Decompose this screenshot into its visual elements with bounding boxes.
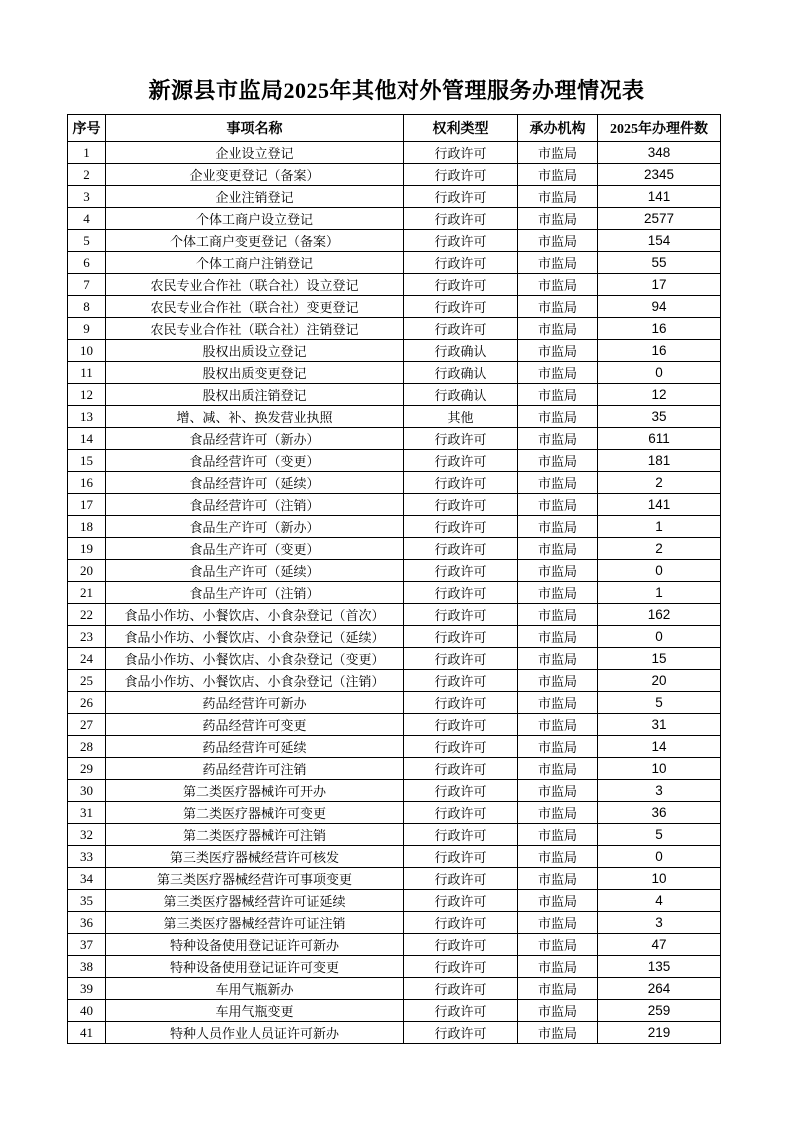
cell-right-type: 行政许可: [404, 208, 518, 230]
cell-count: 181: [598, 450, 721, 472]
table-row: [68, 956, 721, 978]
cell-serial: 21: [68, 582, 106, 604]
cell-right-type: 行政确认: [404, 384, 518, 406]
table-row: [68, 538, 721, 560]
header-right-type: 权利类型: [404, 115, 518, 142]
table-row: [68, 604, 721, 626]
cell-right-type: 行政许可: [404, 450, 518, 472]
table-row: [68, 780, 721, 802]
table-row: [68, 758, 721, 780]
cell-count: 0: [598, 362, 721, 384]
cell-right-type: 行政许可: [404, 648, 518, 670]
cell-agency: 市监局: [518, 164, 598, 186]
table-row: [68, 164, 721, 186]
cell-item-name: 第三类医疗器械经营许可核发: [106, 846, 404, 868]
cell-serial: 13: [68, 406, 106, 428]
table-row: [68, 516, 721, 538]
cell-count: 10: [598, 868, 721, 890]
cell-item-name: 特种人员作业人员证许可新办: [106, 1022, 404, 1044]
cell-serial: 10: [68, 340, 106, 362]
cell-item-name: 食品经营许可（变更）: [106, 450, 404, 472]
cell-serial: 32: [68, 824, 106, 846]
table-row: [68, 318, 721, 340]
table-row: [68, 186, 721, 208]
cell-count: 141: [598, 494, 721, 516]
table-row: [68, 428, 721, 450]
cell-right-type: 行政许可: [404, 560, 518, 582]
table-row: [68, 472, 721, 494]
cell-count: 36: [598, 802, 721, 824]
cell-right-type: 行政许可: [404, 890, 518, 912]
cell-serial: 22: [68, 604, 106, 626]
table-body: [68, 142, 721, 1044]
table-row: [68, 560, 721, 582]
cell-right-type: 行政确认: [404, 340, 518, 362]
cell-serial: 41: [68, 1022, 106, 1044]
cell-right-type: 行政许可: [404, 472, 518, 494]
cell-serial: 14: [68, 428, 106, 450]
cell-serial: 7: [68, 274, 106, 296]
cell-item-name: 股权出质注销登记: [106, 384, 404, 406]
cell-item-name: 增、减、补、换发营业执照: [106, 406, 404, 428]
cell-agency: 市监局: [518, 934, 598, 956]
cell-agency: 市监局: [518, 1000, 598, 1022]
cell-serial: 37: [68, 934, 106, 956]
cell-item-name: 车用气瓶变更: [106, 1000, 404, 1022]
cell-right-type: 行政许可: [404, 164, 518, 186]
table-row: [68, 252, 721, 274]
cell-agency: 市监局: [518, 560, 598, 582]
cell-serial: 2: [68, 164, 106, 186]
cell-serial: 4: [68, 208, 106, 230]
cell-right-type: 行政许可: [404, 494, 518, 516]
cell-item-name: 车用气瓶新办: [106, 978, 404, 1000]
cell-agency: 市监局: [518, 274, 598, 296]
cell-agency: 市监局: [518, 142, 598, 164]
table-row: [68, 824, 721, 846]
cell-serial: 34: [68, 868, 106, 890]
cell-count: 5: [598, 824, 721, 846]
cell-item-name: 药品经营许可延续: [106, 736, 404, 758]
table-row: [68, 406, 721, 428]
cell-serial: 6: [68, 252, 106, 274]
cell-agency: 市监局: [518, 230, 598, 252]
cell-count: 31: [598, 714, 721, 736]
cell-serial: 39: [68, 978, 106, 1000]
cell-item-name: 农民专业合作社（联合社）设立登记: [106, 274, 404, 296]
cell-serial: 36: [68, 912, 106, 934]
cell-count: 1: [598, 516, 721, 538]
cell-item-name: 第三类医疗器械经营许可证注销: [106, 912, 404, 934]
table-row: [68, 1000, 721, 1022]
cell-serial: 25: [68, 670, 106, 692]
cell-agency: 市监局: [518, 802, 598, 824]
cell-count: 15: [598, 648, 721, 670]
cell-serial: 40: [68, 1000, 106, 1022]
cell-count: 94: [598, 296, 721, 318]
table-row: [68, 384, 721, 406]
table-row: [68, 692, 721, 714]
cell-item-name: 第三类医疗器械经营许可证延续: [106, 890, 404, 912]
cell-count: 20: [598, 670, 721, 692]
cell-item-name: 第三类医疗器械经营许可事项变更: [106, 868, 404, 890]
cell-agency: 市监局: [518, 252, 598, 274]
cell-agency: 市监局: [518, 978, 598, 1000]
cell-right-type: 行政许可: [404, 846, 518, 868]
cell-serial: 15: [68, 450, 106, 472]
cell-right-type: 行政许可: [404, 868, 518, 890]
cell-count: 2577: [598, 208, 721, 230]
cell-right-type: 行政许可: [404, 802, 518, 824]
cell-serial: 17: [68, 494, 106, 516]
cell-count: 4: [598, 890, 721, 912]
document-title: 新源县市监局2025年其他对外管理服务办理情况表: [148, 78, 645, 103]
table-row: [68, 582, 721, 604]
cell-agency: 市监局: [518, 428, 598, 450]
cell-item-name: 食品小作坊、小餐饮店、小食杂登记（延续）: [106, 626, 404, 648]
cell-right-type: 行政许可: [404, 1022, 518, 1044]
cell-item-name: 农民专业合作社（联合社）变更登记: [106, 296, 404, 318]
cell-serial: 27: [68, 714, 106, 736]
cell-serial: 1: [68, 142, 106, 164]
cell-item-name: 食品经营许可（延续）: [106, 472, 404, 494]
cell-serial: 12: [68, 384, 106, 406]
cell-agency: 市监局: [518, 318, 598, 340]
cell-agency: 市监局: [518, 670, 598, 692]
cell-count: 16: [598, 318, 721, 340]
cell-right-type: 行政许可: [404, 758, 518, 780]
cell-agency: 市监局: [518, 538, 598, 560]
cell-right-type: 行政许可: [404, 318, 518, 340]
cell-item-name: 个体工商户注销登记: [106, 252, 404, 274]
cell-right-type: 行政许可: [404, 538, 518, 560]
cell-agency: 市监局: [518, 450, 598, 472]
cell-item-name: 个体工商户变更登记（备案）: [106, 230, 404, 252]
cell-agency: 市监局: [518, 692, 598, 714]
table-row: [68, 362, 721, 384]
table-row: [68, 978, 721, 1000]
cell-right-type: 行政许可: [404, 582, 518, 604]
cell-item-name: 企业设立登记: [106, 142, 404, 164]
cell-agency: 市监局: [518, 516, 598, 538]
cell-right-type: 行政许可: [404, 516, 518, 538]
table-row: [68, 1022, 721, 1044]
cell-count: 219: [598, 1022, 721, 1044]
cell-right-type: 行政许可: [404, 692, 518, 714]
cell-count: 17: [598, 274, 721, 296]
cell-serial: 38: [68, 956, 106, 978]
cell-agency: 市监局: [518, 648, 598, 670]
table-row: [68, 494, 721, 516]
cell-item-name: 农民专业合作社（联合社）注销登记: [106, 318, 404, 340]
cell-count: 0: [598, 846, 721, 868]
table-row: [68, 208, 721, 230]
table-row: [68, 670, 721, 692]
cell-count: 55: [598, 252, 721, 274]
cell-item-name: 第二类医疗器械许可变更: [106, 802, 404, 824]
cell-serial: 35: [68, 890, 106, 912]
cell-agency: 市监局: [518, 780, 598, 802]
cell-item-name: 药品经营许可变更: [106, 714, 404, 736]
cell-right-type: 行政许可: [404, 824, 518, 846]
cell-count: 47: [598, 934, 721, 956]
cell-right-type: 行政许可: [404, 296, 518, 318]
cell-right-type: 行政许可: [404, 274, 518, 296]
cell-count: 162: [598, 604, 721, 626]
cell-serial: 28: [68, 736, 106, 758]
cell-agency: 市监局: [518, 824, 598, 846]
cell-right-type: 行政许可: [404, 780, 518, 802]
cell-item-name: 第二类医疗器械许可注销: [106, 824, 404, 846]
table-row: [68, 912, 721, 934]
cell-right-type: 行政许可: [404, 978, 518, 1000]
cell-agency: 市监局: [518, 406, 598, 428]
cell-right-type: 行政许可: [404, 252, 518, 274]
cell-serial: 24: [68, 648, 106, 670]
cell-count: 3: [598, 912, 721, 934]
cell-item-name: 食品生产许可（注销）: [106, 582, 404, 604]
table-row: [68, 450, 721, 472]
cell-agency: 市监局: [518, 1022, 598, 1044]
table-row: [68, 648, 721, 670]
cell-serial: 29: [68, 758, 106, 780]
table-row: [68, 934, 721, 956]
cell-right-type: 行政许可: [404, 714, 518, 736]
cell-item-name: 食品生产许可（延续）: [106, 560, 404, 582]
cell-count: 10: [598, 758, 721, 780]
header-agency: 承办机构: [518, 115, 598, 142]
cell-serial: 8: [68, 296, 106, 318]
cell-item-name: 个体工商户设立登记: [106, 208, 404, 230]
cell-count: 2: [598, 472, 721, 494]
cell-count: 259: [598, 1000, 721, 1022]
cell-item-name: 特种设备使用登记证许可变更: [106, 956, 404, 978]
cell-right-type: 行政确认: [404, 362, 518, 384]
table-row: [68, 230, 721, 252]
cell-agency: 市监局: [518, 472, 598, 494]
table-header-row: [68, 115, 721, 142]
cell-agency: 市监局: [518, 736, 598, 758]
cell-right-type: 行政许可: [404, 186, 518, 208]
cell-right-type: 其他: [404, 406, 518, 428]
table-row: [68, 626, 721, 648]
cell-item-name: 企业注销登记: [106, 186, 404, 208]
cell-count: 35: [598, 406, 721, 428]
cell-count: 16: [598, 340, 721, 362]
cell-count: 0: [598, 560, 721, 582]
cell-agency: 市监局: [518, 956, 598, 978]
cell-item-name: 股权出质设立登记: [106, 340, 404, 362]
cell-item-name: 食品生产许可（变更）: [106, 538, 404, 560]
cell-agency: 市监局: [518, 758, 598, 780]
table-row: [68, 846, 721, 868]
cell-right-type: 行政许可: [404, 1000, 518, 1022]
cell-serial: 18: [68, 516, 106, 538]
cell-right-type: 行政许可: [404, 736, 518, 758]
cell-count: 2: [598, 538, 721, 560]
cell-serial: 3: [68, 186, 106, 208]
cell-item-name: 企业变更登记（备案）: [106, 164, 404, 186]
cell-serial: 30: [68, 780, 106, 802]
table-row: [68, 142, 721, 164]
table-row: [68, 890, 721, 912]
cell-item-name: 食品小作坊、小餐饮店、小食杂登记（变更）: [106, 648, 404, 670]
cell-count: 141: [598, 186, 721, 208]
cell-count: 348: [598, 142, 721, 164]
cell-serial: 9: [68, 318, 106, 340]
cell-agency: 市监局: [518, 186, 598, 208]
table-row: [68, 340, 721, 362]
table-row: [68, 714, 721, 736]
cell-agency: 市监局: [518, 912, 598, 934]
header-count: 2025年办理件数: [598, 115, 721, 142]
cell-item-name: 药品经营许可新办: [106, 692, 404, 714]
cell-item-name: 第二类医疗器械许可开办: [106, 780, 404, 802]
cell-serial: 16: [68, 472, 106, 494]
cell-count: 12: [598, 384, 721, 406]
table-row: [68, 736, 721, 758]
cell-right-type: 行政许可: [404, 428, 518, 450]
cell-agency: 市监局: [518, 208, 598, 230]
cell-agency: 市监局: [518, 362, 598, 384]
cell-item-name: 食品经营许可（注销）: [106, 494, 404, 516]
cell-serial: 23: [68, 626, 106, 648]
cell-agency: 市监局: [518, 868, 598, 890]
cell-right-type: 行政许可: [404, 230, 518, 252]
cell-count: 135: [598, 956, 721, 978]
cell-item-name: 食品小作坊、小餐饮店、小食杂登记（首次）: [106, 604, 404, 626]
cell-count: 3: [598, 780, 721, 802]
cell-agency: 市监局: [518, 604, 598, 626]
report-table: [67, 114, 721, 1044]
cell-serial: 20: [68, 560, 106, 582]
cell-count: 0: [598, 626, 721, 648]
cell-right-type: 行政许可: [404, 670, 518, 692]
cell-item-name: 药品经营许可注销: [106, 758, 404, 780]
cell-count: 611: [598, 428, 721, 450]
cell-serial: 19: [68, 538, 106, 560]
cell-right-type: 行政许可: [404, 626, 518, 648]
cell-item-name: 食品经营许可（新办）: [106, 428, 404, 450]
cell-agency: 市监局: [518, 384, 598, 406]
table-row: [68, 296, 721, 318]
header-serial: 序号: [68, 115, 106, 142]
cell-item-name: 食品生产许可（新办）: [106, 516, 404, 538]
table-row: [68, 274, 721, 296]
cell-item-name: 食品小作坊、小餐饮店、小食杂登记（注销）: [106, 670, 404, 692]
cell-count: 154: [598, 230, 721, 252]
cell-right-type: 行政许可: [404, 956, 518, 978]
header-item-name: 事项名称: [106, 115, 404, 142]
cell-right-type: 行政许可: [404, 934, 518, 956]
table-row: [68, 802, 721, 824]
cell-count: 14: [598, 736, 721, 758]
cell-agency: 市监局: [518, 846, 598, 868]
cell-count: 264: [598, 978, 721, 1000]
cell-count: 5: [598, 692, 721, 714]
cell-right-type: 行政许可: [404, 142, 518, 164]
cell-count: 1: [598, 582, 721, 604]
cell-serial: 5: [68, 230, 106, 252]
cell-serial: 33: [68, 846, 106, 868]
cell-item-name: 股权出质变更登记: [106, 362, 404, 384]
cell-right-type: 行政许可: [404, 912, 518, 934]
cell-agency: 市监局: [518, 296, 598, 318]
cell-agency: 市监局: [518, 890, 598, 912]
cell-agency: 市监局: [518, 494, 598, 516]
cell-count: 2345: [598, 164, 721, 186]
table-row: [68, 868, 721, 890]
cell-agency: 市监局: [518, 626, 598, 648]
cell-right-type: 行政许可: [404, 604, 518, 626]
cell-agency: 市监局: [518, 582, 598, 604]
cell-serial: 11: [68, 362, 106, 384]
cell-serial: 31: [68, 802, 106, 824]
cell-agency: 市监局: [518, 714, 598, 736]
cell-agency: 市监局: [518, 340, 598, 362]
cell-serial: 26: [68, 692, 106, 714]
cell-item-name: 特种设备使用登记证许可新办: [106, 934, 404, 956]
